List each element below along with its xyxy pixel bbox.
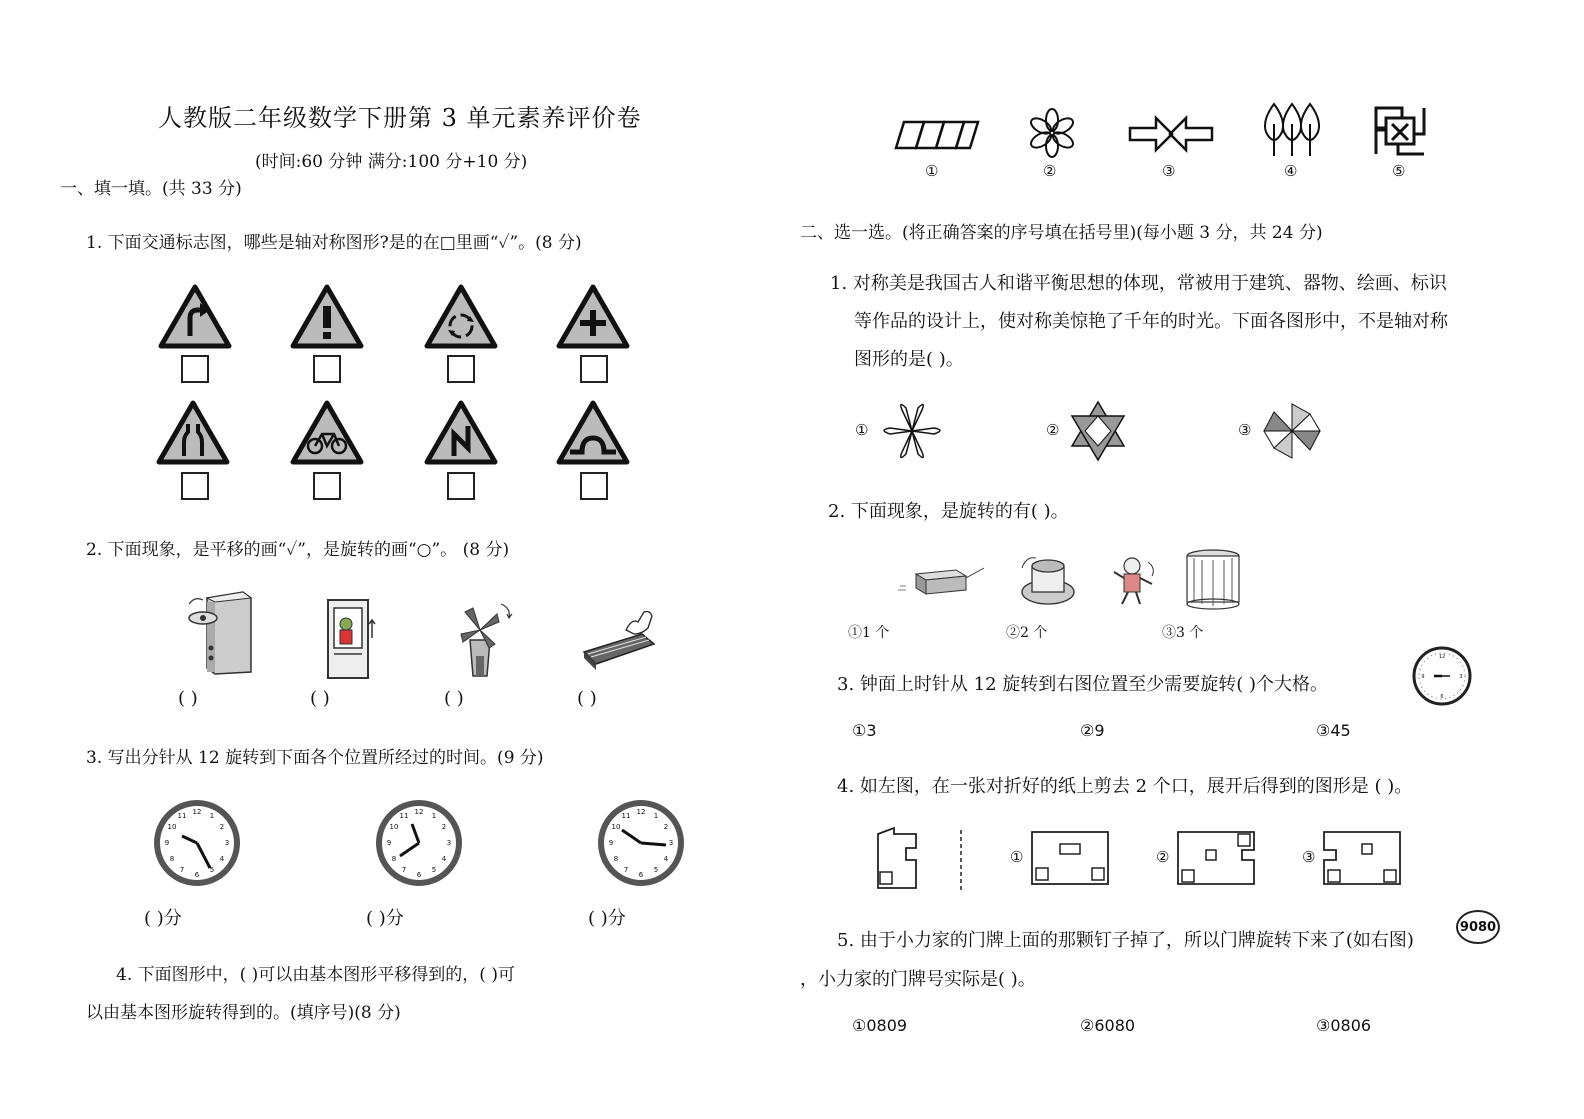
section2-q1-line3: 图形的是( )。: [854, 349, 964, 370]
clock-small-icon: [1412, 646, 1472, 706]
shape-label-3: ③: [1162, 162, 1176, 180]
shape-label-5: ⑤: [1392, 162, 1406, 180]
hexagram-icon: [1070, 400, 1126, 462]
s2q2-option-3: ③3 个: [1162, 625, 1204, 641]
section2-title: 二、选一选。(将正确答案的序号填在括号里)(每小题 3 分，共 24 分): [800, 223, 1323, 243]
svg-text:11: 11: [177, 812, 187, 820]
shape-arrows-icon: [1128, 114, 1214, 154]
svg-text:3: 3: [668, 839, 674, 847]
svg-text:12: 12: [192, 808, 202, 816]
s2q3-option-2: ②9: [1080, 721, 1105, 740]
section1-title: 一、填一填。(共 33 分): [60, 179, 242, 199]
svg-text:6: 6: [638, 871, 644, 879]
shape-label-4: ④: [1284, 162, 1298, 180]
svg-text:5: 5: [431, 866, 437, 874]
s2q3-option-1: ①3: [852, 721, 877, 740]
section1-q3: 3. 写出分针从 12 旋转到下面各个位置所经过的时间。(9 分): [86, 748, 544, 768]
revolving-door-icon: [1184, 548, 1242, 610]
svg-text:8: 8: [613, 855, 619, 863]
section2-q5-line2: ，小力家的门牌号实际是( )。: [800, 969, 1036, 990]
svg-text:1: 1: [209, 812, 215, 820]
svg-text:9: 9: [386, 839, 392, 847]
shape-flower-icon: [1025, 108, 1079, 158]
clock-3-icon: [596, 798, 686, 888]
section2-q2: 2. 下面现象，是旋转的有( )。: [828, 501, 1069, 522]
shape-label-2: ②: [1043, 162, 1057, 180]
shape-pinwheel-square-icon: [1372, 104, 1428, 158]
dancing-child-icon: [1108, 554, 1158, 608]
svg-text:7: 7: [623, 866, 629, 874]
traffic-sign-warning-icon: [290, 284, 364, 350]
q2-blank-2[interactable]: ( ): [310, 688, 330, 709]
sliding-box-icon: [896, 564, 986, 598]
checkbox-sign-7[interactable]: [447, 472, 475, 500]
svg-text:6: 6: [194, 871, 200, 879]
s2q1-option-1: ①: [855, 421, 869, 439]
clock-2-icon: [374, 798, 464, 888]
svg-text:6: 6: [1440, 694, 1444, 700]
svg-text:1: 1: [653, 812, 659, 820]
traffic-sign-winding-road-icon: [424, 400, 498, 466]
checkbox-sign-4[interactable]: [580, 355, 608, 383]
q3-blank-1[interactable]: ( )分: [144, 908, 182, 929]
svg-text:12: 12: [414, 808, 424, 816]
s2q5-option-1: ①0809: [852, 1016, 908, 1035]
folded-paper-icon: [874, 826, 920, 890]
section2-q1-line2: 等作品的设计上，使对称美惊艳了千年的时光。下面各图形中，不是轴对称: [854, 311, 1448, 332]
svg-text:8: 8: [391, 855, 397, 863]
q2-blank-1[interactable]: ( ): [178, 688, 198, 709]
svg-text:4: 4: [219, 855, 225, 863]
section2-q1-line1: 1. 对称美是我国古人和谐平衡思想的体现，常被用于建筑、器物、绘画、标识: [830, 273, 1447, 294]
svg-text:3: 3: [1459, 674, 1463, 680]
s2q1-option-2: ②: [1046, 421, 1060, 439]
dashed-divider: [958, 830, 964, 890]
s2q5-option-3: ③0806: [1316, 1016, 1372, 1035]
svg-text:12: 12: [636, 808, 646, 816]
svg-text:9: 9: [1421, 674, 1425, 680]
svg-text:3: 3: [446, 839, 452, 847]
svg-text:2: 2: [441, 823, 447, 831]
s2q2-option-2: ②2 个: [1006, 625, 1048, 641]
checkbox-sign-5[interactable]: [181, 472, 209, 500]
section2-q3: 3. 钟面上时针从 12 旋转到右图位置至少需要旋转( )个大格。: [837, 674, 1329, 695]
traffic-sign-bicycle-icon: [290, 400, 364, 466]
q2-blank-3[interactable]: ( ): [444, 688, 464, 709]
unfolded-paper-2-icon: [1176, 830, 1258, 886]
section2-q4: 4. 如左图，在一张对折好的纸上剪去 2 个口，展开后得到的图形是 ( )。: [837, 776, 1413, 797]
svg-text:7: 7: [401, 866, 407, 874]
svg-text:9: 9: [164, 839, 170, 847]
elevator-icon: [326, 598, 376, 680]
q3-blank-2[interactable]: ( )分: [366, 908, 404, 929]
svg-text:4: 4: [663, 855, 669, 863]
svg-text:2: 2: [663, 823, 669, 831]
abacus-icon: [582, 604, 658, 674]
s2q2-option-1: ①1 个: [848, 625, 890, 641]
s2q4-option-2: ②: [1156, 848, 1170, 866]
svg-text:8: 8: [169, 855, 175, 863]
svg-text:5: 5: [209, 866, 215, 874]
svg-text:11: 11: [621, 812, 631, 820]
svg-text:10: 10: [389, 823, 399, 831]
svg-text:9: 9: [608, 839, 614, 847]
traffic-sign-narrow-road-icon: [156, 400, 230, 466]
section1-q4-line2: 以由基本图形旋转得到的。(填序号)(8 分): [86, 1003, 401, 1023]
cd-player-icon: [185, 588, 255, 678]
svg-text:1: 1: [431, 812, 437, 820]
svg-text:12: 12: [1438, 654, 1446, 660]
shape-parallelograms-icon: [894, 118, 980, 152]
svg-text:3: 3: [224, 839, 230, 847]
svg-text:11: 11: [399, 812, 409, 820]
unfolded-paper-1-icon: [1030, 830, 1110, 886]
svg-text:6: 6: [416, 871, 422, 879]
s2q1-option-3: ③: [1238, 421, 1252, 439]
s2q3-option-3: ③45: [1316, 721, 1351, 740]
door-number-sign: 9080: [1456, 910, 1500, 944]
svg-text:10: 10: [611, 823, 621, 831]
shape-label-1: ①: [925, 162, 939, 180]
traffic-sign-roundabout-icon: [424, 284, 498, 350]
q3-blank-3[interactable]: ( )分: [588, 908, 626, 929]
s2q5-option-2: ②6080: [1080, 1016, 1136, 1035]
q2-blank-4[interactable]: ( ): [577, 688, 597, 709]
page-subtitle: (时间:60 分钟 满分:100 分+10 分): [255, 152, 528, 172]
traffic-sign-bump-icon: [556, 400, 630, 466]
svg-text:7: 7: [179, 866, 185, 874]
svg-text:5: 5: [653, 866, 659, 874]
svg-text:4: 4: [441, 855, 447, 863]
checkbox-sign-3[interactable]: [447, 355, 475, 383]
page-title: 人教版二年级数学下册第 3 单元素养评价卷: [158, 104, 642, 132]
spinning-top-icon: [1018, 552, 1078, 608]
checkbox-sign-1[interactable]: [181, 355, 209, 383]
section1-q4-line1: 4. 下面图形中，( )可以由基本图形平移得到的，( )可: [116, 965, 515, 985]
section1-q1: 1. 下面交通标志图，哪些是轴对称图形?是的在□里画“✓”。(8 分): [86, 233, 582, 253]
checkbox-sign-2[interactable]: [313, 355, 341, 383]
traffic-sign-crossroad-icon: [556, 284, 630, 350]
checkbox-sign-6[interactable]: [313, 472, 341, 500]
unfolded-paper-3-icon: [1320, 830, 1402, 886]
section2-q5-line1: 5. 由于小力家的门牌上面的那颗钉子掉了，所以门牌旋转下来了(如右图): [837, 930, 1414, 951]
svg-text:10: 10: [167, 823, 177, 831]
shape-trees-icon: [1260, 100, 1324, 158]
svg-text:2: 2: [219, 823, 225, 831]
windmill-icon: [455, 600, 515, 678]
traffic-sign-turn-right-icon: [158, 284, 232, 350]
pinwheel-icon: [1262, 402, 1322, 460]
clock-1-icon: [152, 798, 242, 888]
star-petals-icon: [876, 400, 948, 462]
s2q4-option-1: ①: [1010, 848, 1024, 866]
section1-q2: 2. 下面现象，是平移的画“✓”，是旋转的画“○”。 (8 分): [86, 540, 510, 560]
checkbox-sign-8[interactable]: [580, 472, 608, 500]
s2q4-option-3: ③: [1302, 848, 1316, 866]
